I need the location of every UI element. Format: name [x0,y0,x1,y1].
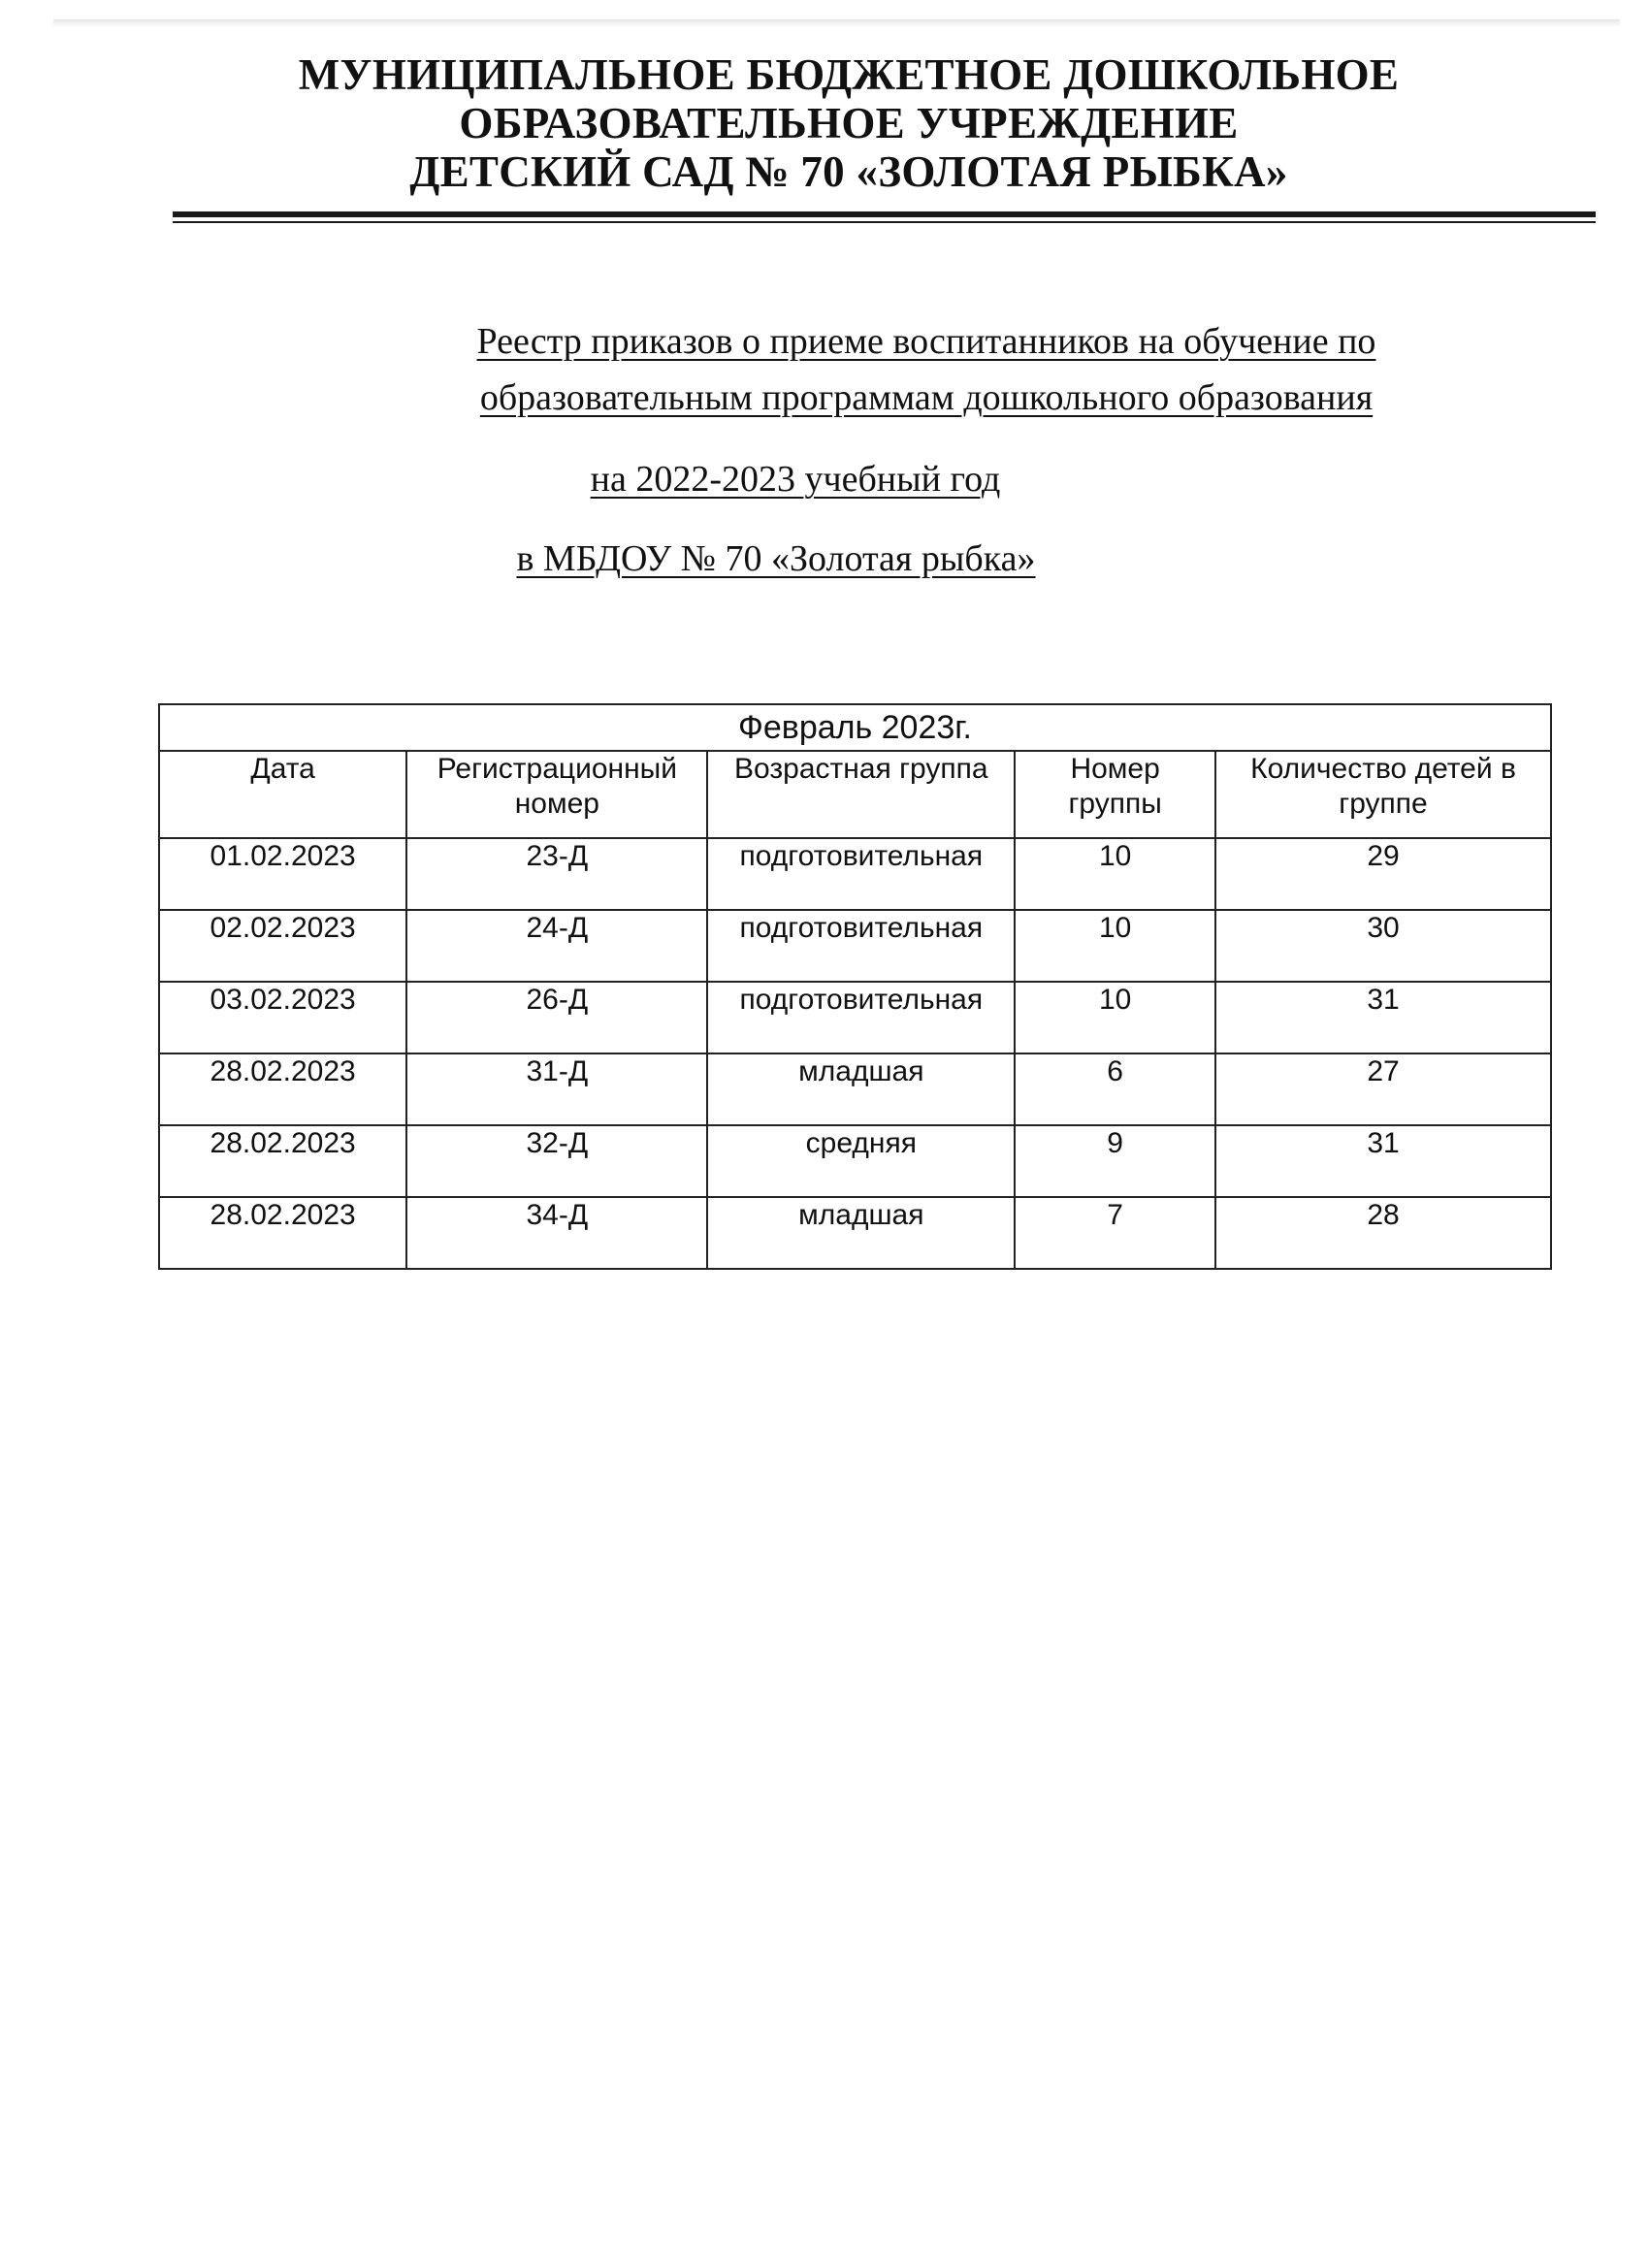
cell-date: 28.02.2023 [159,1125,406,1197]
table-row [159,1197,1551,1269]
header-line-2: ОБРАЗОВАТЕЛЬНОЕ УЧРЕЖДЕНИЕ [459,99,1239,147]
table-row [159,1053,1551,1125]
column-header-group-number: Номер группы [1015,751,1215,838]
cell-date: 28.02.2023 [159,1053,406,1125]
cell-age-group: средняя [707,1125,1015,1197]
column-header-date: Дата [159,751,406,838]
month-heading: Февраль 2023г. [159,704,1551,751]
cell-reg-number: 24-Д [406,910,707,982]
column-header-row [159,751,1551,838]
cell-children-count: 30 [1215,910,1551,982]
cell-age-group: подготовительная [707,910,1015,982]
cell-children-count: 28 [1215,1197,1551,1269]
cell-group-number: 10 [1015,982,1215,1053]
cell-date: 03.02.2023 [159,982,406,1053]
cell-age-group: подготовительная [707,982,1015,1053]
cell-date: 28.02.2023 [159,1197,406,1269]
institution-header [155,50,1542,196]
cell-age-group: подготовительная [707,838,1015,910]
cell-reg-number: 34-Д [406,1197,707,1269]
header-divider-thin [173,221,1596,223]
month-row [159,704,1551,751]
scan-edge-shadow [53,19,1620,27]
cell-group-number: 10 [1015,910,1215,982]
table-row [159,982,1551,1053]
orders-registry-table [158,703,1552,1270]
title-line-3: на 2022-2023 учебный год [590,459,1001,500]
table-row [159,910,1551,982]
title-line-4: в МБДОУ № 70 «Золотая рыбка» [516,538,1036,579]
table-row [159,838,1551,910]
title-line-2: образовательным программам дошкольного образования [479,377,1374,418]
cell-age-group: младшая [707,1053,1015,1125]
column-header-reg-number: Регистрационный номер [406,751,707,838]
cell-date: 02.02.2023 [159,910,406,982]
cell-group-number: 7 [1015,1197,1215,1269]
cell-reg-number: 31-Д [406,1053,707,1125]
cell-reg-number: 32-Д [406,1125,707,1197]
header-line-3: ДЕТСКИЙ САД № 70 «ЗОЛОТАЯ РЫБКА» [409,147,1288,196]
header-divider-thick [173,211,1596,217]
cell-children-count: 31 [1215,982,1551,1053]
table-row [159,1125,1551,1197]
cell-children-count: 31 [1215,1125,1551,1197]
cell-group-number: 10 [1015,838,1215,910]
cell-reg-number: 23-Д [406,838,707,910]
header-line-1: МУНИЦИПАЛЬНОЕ БЮДЖЕТНОЕ ДОШКОЛЬНОЕ [298,50,1400,99]
title-line-1: Реестр приказов о приеме воспитанников на обучение по [476,321,1376,362]
cell-children-count: 29 [1215,838,1551,910]
column-header-children-count: Количество детей в группе [1215,751,1551,838]
cell-age-group: младшая [707,1197,1015,1269]
cell-date: 01.02.2023 [159,838,406,910]
cell-group-number: 9 [1015,1125,1215,1197]
cell-children-count: 27 [1215,1053,1551,1125]
column-header-age-group: Возрастная группа [707,751,1015,838]
cell-reg-number: 26-Д [406,982,707,1053]
cell-group-number: 6 [1015,1053,1215,1125]
